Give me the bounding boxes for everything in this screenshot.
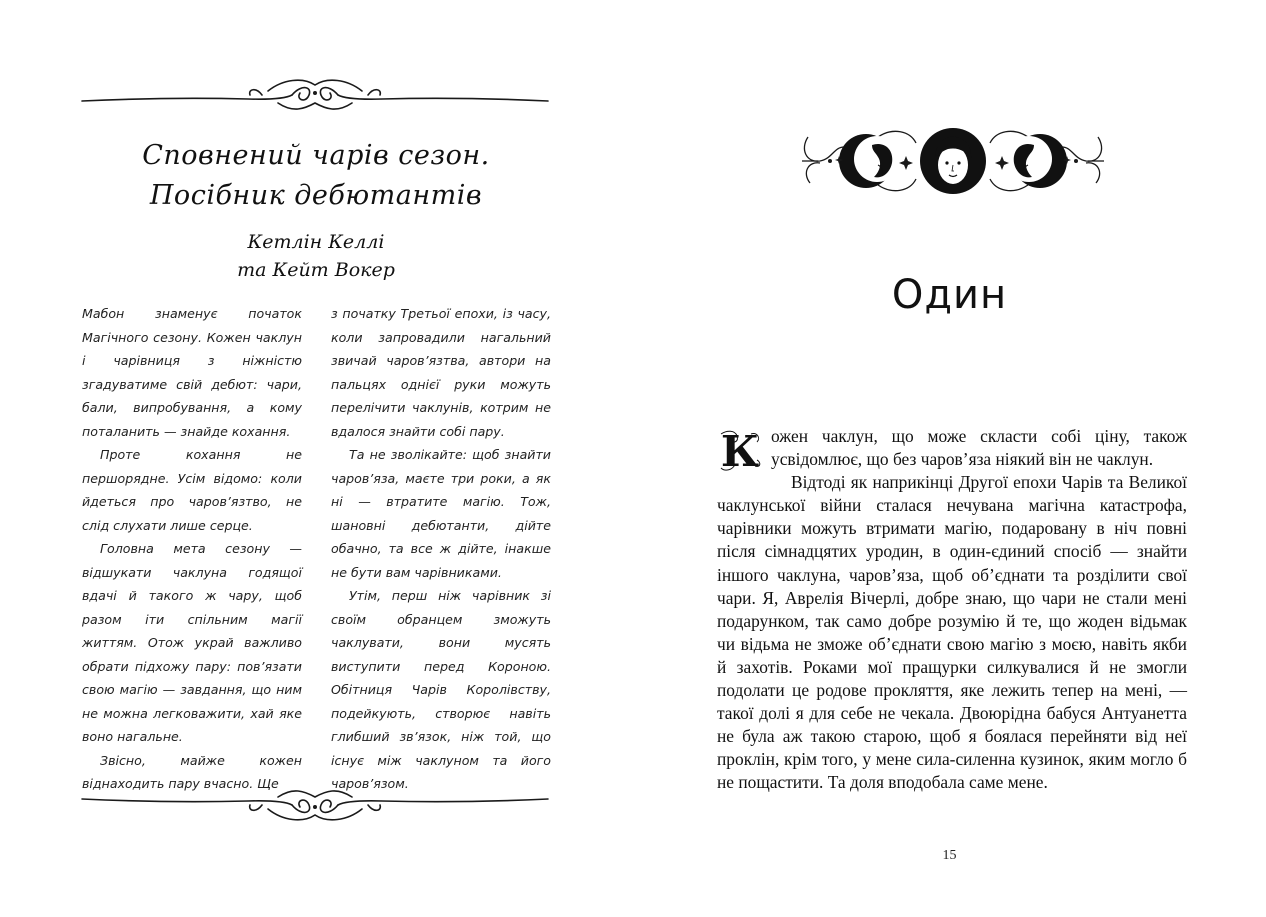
guide-title-line-2: Посібник дебютантів: [149, 180, 483, 211]
guide-paragraph: Мабон знаменує початок Магічного сезону. Кожен чаклун і чарівниця з ніжністю згадуватиме свій дебют: чари, бали, випробування, а кому поталанить — знайде кохання.: [82, 306, 302, 439]
guide-paragraph: Звісно, майже кожен віднаходить пару вчасно. Ще: [82, 752, 302, 791]
chapter-body-text: [717, 425, 1187, 795]
chapter-paragraph-1: ожен чаклун, що може скласти собі ціну, також усвідомлює, що без чаров’яза ніякий він не чаклун.: [771, 426, 1187, 470]
crescent-portrait-left: [839, 134, 900, 188]
crescent-portrait-right: [1006, 134, 1067, 188]
guide-paragraph: Головна мета сезону — відшукати чаклуна годящої вдачі й такого ж чару, щоб разом іти спільним магії життям. Отож украй важливо обрати підхожу пару: пов’язати свою магію — завдання, що ним не можна легковажити, хай яке воно нагальне.: [82, 541, 302, 744]
guide-column-2: [331, 302, 551, 796]
page-number: 15: [942, 848, 957, 863]
guide-paragraph: Та не зволікайте: щоб знайти чаров’яза, маєте три роки, а як ні — втратите магію. Тож, шановні дебютанти, дійте обачно, та все ж дійте, інакше не бути вам чарівниками.: [331, 447, 551, 580]
guide-paragraph: з початку Третьої епохи, із часу, коли запровадили нагальний звичай чаров’язтва, автори на пальцях однієї руки можуть перелічити чаклунів, котрим не вдалося знайти собі пару.: [331, 306, 551, 439]
guide-paragraph: Проте кохання не першорядне. Усім відомо: коли йдеться про чаров’язтво, не слід слухати лише серце.: [82, 447, 302, 533]
guide-author-line-1: Кетлін Келлі: [247, 231, 385, 253]
center-portrait-medallion: [920, 128, 986, 194]
guide-author-line-2: та Кейт Вокер: [237, 259, 395, 281]
guide-column-1: [82, 302, 302, 796]
chapter-title: Один: [891, 272, 1008, 318]
guide-title-line-1: Сповнений чарів сезон.: [142, 140, 490, 171]
guide-title: [80, 136, 552, 216]
chapter-portrait-ornament: [798, 117, 1108, 197]
right-page: [633, 0, 1266, 917]
top-flourish-ornament: [78, 73, 552, 123]
chapter-paragraph-2: Відтоді як наприкінці Другої епохи Чарів та Великої чаклунської війни сталася нечувана магічна катастрофа, чарівники можуть втримати магію, подаровану в ніч повні після сімнадцятих уродин, в один-єдиний спосіб — знайти іншого чаклуна, чаров’яза, щоб об’єднати та розділити свої чари. Я, Аврелія Вічерлі, добре знаю, що чари не стали мені подарунком, так само добре розумію й те, що жоден відьмак чи відьма не зможе об’єднати свою магію з моєю, навіть якби й захотів. Роками мої пращурки силкувалися й не змогли подолати це родове прокляття, яке лежить тепер на мені, — такої долі я для себе не чекала. Двоюрідна бабуся Антуанетта не була аж такою старою, щоб я боялася перейняти від неї проклін, крім того, у мене сила-силенна кузинок, яким могло б не пощастити. Та доля вподобала саме мене.: [717, 472, 1187, 793]
guide-paragraph: Утім, перш ніж чарівник зі своїм обранцем зможуть чаклувати, вони мусять виступити перед Короною. Обітниця Чарів Королівству, подейкують, створює навіть глибший зв’язок, ніж той, що існує між чаклуном та його чаров’язом.: [331, 588, 551, 791]
svg-text:К: К: [720, 428, 760, 472]
guide-authors: [80, 228, 552, 284]
drop-cap-k-icon: [717, 428, 763, 472]
bottom-flourish-ornament: [78, 775, 552, 825]
